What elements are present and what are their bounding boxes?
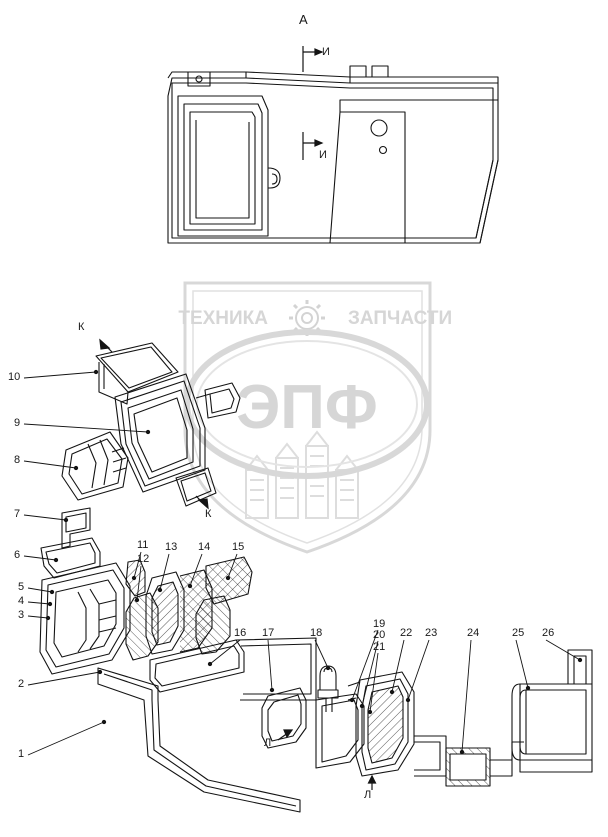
callout-22: 22 bbox=[400, 627, 413, 639]
callout-14: 14 bbox=[198, 541, 211, 553]
view-label-k-top: К bbox=[78, 321, 85, 333]
section-arrow-i-top bbox=[303, 46, 322, 72]
view-label-l-bottom: Л bbox=[364, 789, 372, 801]
callout-6: 6 bbox=[14, 549, 21, 561]
callout-4: 4 bbox=[18, 595, 25, 607]
callout-18: 18 bbox=[310, 627, 323, 639]
watermark-text-2: ЗАПЧАСТИ bbox=[348, 308, 453, 329]
callout-15: 15 bbox=[232, 541, 245, 553]
callout-24: 24 bbox=[467, 627, 480, 639]
callout-1: 1 bbox=[18, 748, 25, 760]
callout-17: 17 bbox=[262, 627, 275, 639]
watermark bbox=[178, 283, 452, 552]
section-arrow-l-left bbox=[278, 730, 292, 740]
section-arrow-k-top bbox=[100, 340, 112, 352]
callout-16: 16 bbox=[234, 627, 247, 639]
figure-title: A bbox=[299, 12, 308, 27]
callout-26: 26 bbox=[542, 627, 555, 639]
callout-25: 25 bbox=[512, 627, 525, 639]
callout-5: 5 bbox=[18, 581, 25, 593]
callout-21: 21 bbox=[373, 641, 386, 653]
top-assembly-view-a bbox=[168, 66, 498, 243]
callout-13: 13 bbox=[165, 541, 178, 553]
callout-11: 11 bbox=[137, 539, 149, 551]
callout-20: 20 bbox=[373, 629, 386, 641]
watermark-text-1: ТЕХНИКА bbox=[178, 308, 268, 329]
view-label-l-left: Л bbox=[264, 737, 272, 749]
section-arrow-l-bottom bbox=[369, 776, 376, 790]
view-label-i-bottom: И bbox=[319, 149, 327, 161]
callout-19: 19 bbox=[373, 618, 386, 630]
view-label-k-bottom: К bbox=[205, 508, 212, 520]
svg-text:ЭПФ: ЭПФ bbox=[236, 373, 378, 442]
callout-9: 9 bbox=[14, 417, 21, 429]
window-hatch-assembly bbox=[62, 343, 240, 506]
section-bb-assembly bbox=[40, 508, 592, 812]
callout-23: 23 bbox=[425, 627, 438, 639]
callout-10: 10 bbox=[8, 371, 21, 383]
callout-8: 8 bbox=[14, 454, 21, 466]
callout-3: 3 bbox=[18, 609, 25, 621]
callout-12: 12 bbox=[137, 553, 150, 565]
callout-7: 7 bbox=[14, 508, 21, 520]
view-label-i-top: И bbox=[322, 46, 330, 58]
callout-2: 2 bbox=[18, 678, 25, 690]
